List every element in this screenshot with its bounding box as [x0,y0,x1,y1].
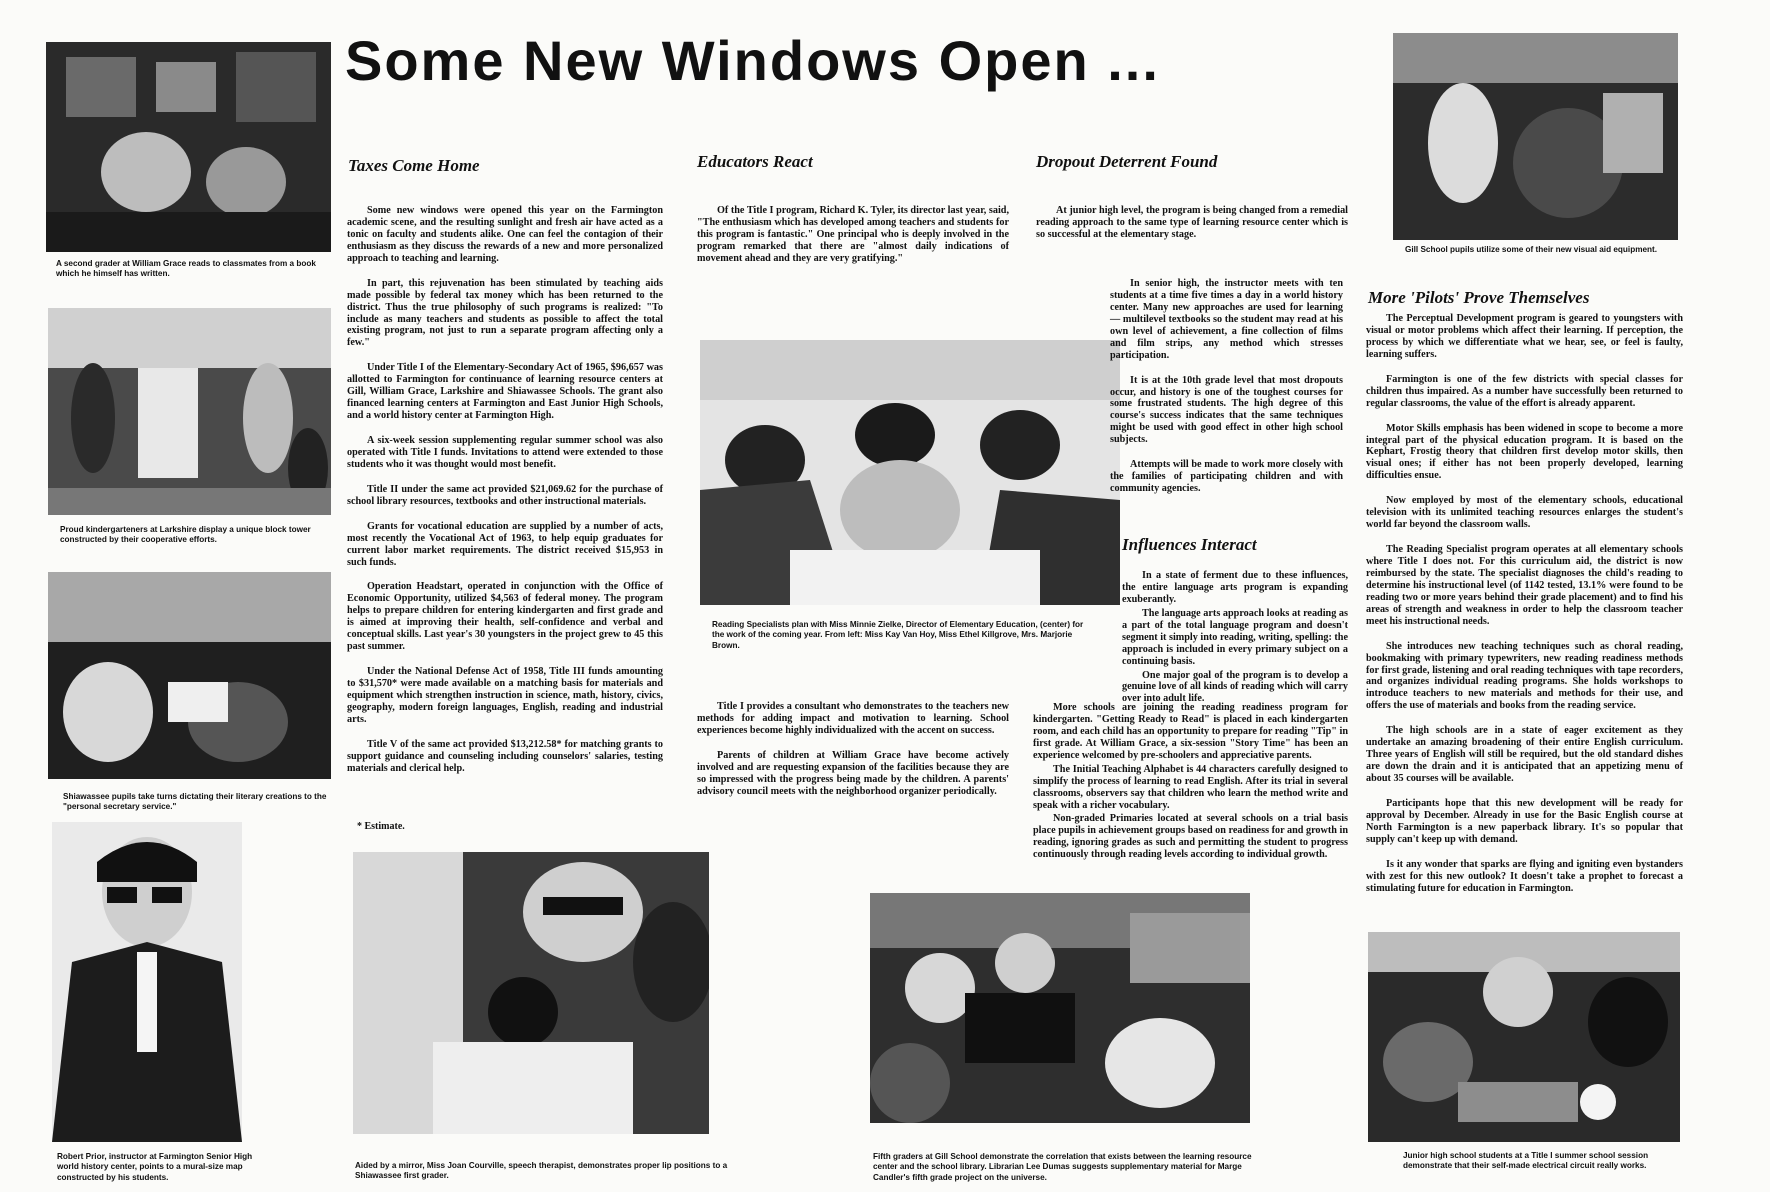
paragraph: Farmington is one of the few districts with special classes for children thus impaired. As a number have successfully been returned to regular classrooms, the value of the effort is already apparent. [1366,373,1683,409]
paragraph: In a state of ferment due to these influences, the entire language arts program is expanding exuberantly. [1122,570,1348,605]
paragraph: More schools are joining the reading readiness program for kindergarten. "Getting Ready to Read" is placed in each kindergarten room, and each child has an opportunity to prepare for reading "Tip" in first grade. At William Grace, a six-session "Story Time" has been an experience welcomed by pre-schoolers and appreciative parents. [1033,702,1349,761]
photo-prior [52,822,242,1142]
heading-educators: Educators React [697,152,813,171]
paragraph: The high schools are in a state of eager excitement as they undertake an amazing broadening of their entire English curriculum. Three years of English will still be required, but the old standard dishes are down the drain and it is anticipated that an appetizing menu of about 35 courses will be available. [1366,725,1683,784]
paragraph: Title V of the same act provided $13,212.58* for matching grants to support guidance and counseling including counselors' salaries, testing materials and clerical help. [347,738,663,774]
caption-larkshire: Proud kindergarteners at Larkshire display a unique block tower constructed by their cooperative efforts. [60,525,311,545]
column-dropout-right [1110,278,1343,508]
paragraph: At junior high level, the program is being changed from a remedial reading approach to the same type of learning resource center which is so successful at the elementary stage. [1036,205,1348,240]
caption-summer-circuit: Junior high school students at a Title I summer school session demonstrate that their self-made electrical circuit really works. [1403,1151,1649,1171]
photo-shiawassee [48,572,331,779]
column-educators [697,205,1009,278]
photo-gill-library [870,893,1250,1123]
paragraph: Under the National Defense Act of 1958, Title III funds amounting to $31,570* were made available on a matching basis for materials and equipment which strengthen instruction in science, math, history, civics, geography, modern foreign languages, English, reading and industrial arts. [347,666,663,725]
paragraph: Now employed by most of the elementary schools, educational television with its unlimited teaching resources enlarges the student's world far beyond the classroom walls. [1366,495,1683,531]
paragraph: Under Title I of the Elementary-Secondary Act of 1965, $96,657 was allotted to Farmington for continuance of learning resource centers at Gill, William Grace, Larkshire and Shiawassee Schools. The grant also financed learning centers at Farmington and East Junior High Schools, and a world history center at Farmington High. [347,362,663,422]
caption-gill-library: Fifth graders at Gill School demonstrate the correlation that exists between the learning resource center and the school library. Librarian Lee Dumas suggests supplementary material for Marge Candler's fifth grade project on the universe. [873,1152,1252,1182]
paragraph: Grants for vocational education are supplied by a number of acts, most recently the Vocational Act of 1963, to help equip graduates for current labor market requirements. The district received $15,953 in such funds. [347,520,663,568]
paragraph: She introduces new teaching techniques such as choral reading, bookmaking with primary typewriters, new reading readiness methods for first grade, listening and oral reading techniques with tape recorders, and organizes individual reading programs. She holds workshops to introduce teachers to new materials and methods for their use, and offers the use of materials and books from the reading service. [1366,640,1683,712]
caption-grace-reader: A second grader at William Grace reads to classmates from a book which he himself has written. [56,259,316,279]
caption-prior: Robert Prior, instructor at Farmington Senior High world history center, points to a mural-size map constructed by his students. [57,1152,253,1182]
paragraph: The Perceptual Development program is geared to youngsters with visual or motor problems which affect their learning. If perception, the process by which we differentiate what we hear, see, or feel is faulty, learning suffers. [1366,313,1683,360]
photo-gill-visual [1393,33,1678,240]
photo-mirror [353,852,709,1134]
caption-gill-visual: Gill School pupils utilize some of their new visual aid equipment. [1405,245,1658,254]
paragraph: Is it any wonder that sparks are flying and igniting even bystanders with zest for this new outlook? It doesn't take a prophet to forecast a stimulating future for education in Farmington. [1366,858,1683,894]
paragraph: It is at the 10th grade level that most dropouts occur, and history is one of the toughest courses for some frustrated students. The high degree of this course's success indicates that the same techniques might be used with good effect in other high school subjects. [1110,374,1343,446]
paragraph: Title I provides a consultant who demonstrates to the teachers new methods for adding impact and motivation to learning. School experiences become highly individualized with the accent on success. [697,701,1009,736]
paragraph: Title II under the same act provided $21,069.62 for the purchase of school library resources, textbooks and other instructional materials. [347,483,663,507]
page-title: Some New Windows Open ... [345,29,1160,92]
paragraph: Attempts will be made to work more closely with the families of participating children and with community agencies. [1110,459,1343,495]
paragraph: The language arts approach looks at reading as a part of the total language program and doesn't segment it simply into reading, writing, spelling: the approach is included in every primary subject on a continuing basis. [1122,607,1348,667]
paragraph: Non-graded Primaries located at several schools on a trial basis place pupils in achievement groups based on readiness for and growth in reading, ignoring grades as such and permitting the student to progress continuously through reading levels according to individual growth. [1033,813,1348,861]
heading-taxes: Taxes Come Home [348,156,480,175]
heading-pilots: More 'Pilots' Prove Themselves [1368,288,1590,307]
paragraph: A six-week session supplementing regular summer school was also operated with Title I funds. Invitations to attend were extended to those students who it was thought would most benefit. [347,435,663,470]
paragraph: Motor Skills emphasis has been widened in scope to become a more integral part of the physical education program. It is based on the Kephart, Frostig theory that children first develop motor skills, then visual ones; if either has not been properly developed, learning difficulties ensue. [1366,422,1683,482]
column-influences-full [1033,702,1348,861]
column-dropout [1036,205,1348,254]
column-influences-right [1122,570,1348,705]
paragraph: Some new windows were opened this year on the Farmington academic scene, and the resulting sunlight and fresh air have acted as a tonic on faculty and students alike. One can feel the contagion of their enthusiasm as they discuss the rewards of a new and more personalized approach to teaching and learning. [347,205,663,264]
column-taxes [347,205,663,788]
caption-mirror: Aided by a mirror, Miss Joan Courville, speech therapist, demonstrates proper lip positions to a Shiawassee first grader. [355,1161,728,1181]
heading-dropout: Dropout Deterrent Found [1036,152,1218,171]
paragraph: The Initial Teaching Alphabet is 44 characters carefully designed to simplify the process of learning to read English. After its trial in several classrooms, observers say that children who learn the method write and speak with a richer vocabulary. [1033,763,1348,811]
photo-larkshire [48,308,331,515]
column-pilots [1366,313,1683,908]
photo-grace-reader [46,42,331,252]
caption-shiawassee: Shiawassee pupils take turns dictating their literary creations to the "personal secretary service." [63,792,327,812]
paragraph: The Reading Specialist program operates at all elementary schools where Title I does not. For this curriculum aid, the district is now reimbursed by the state. The specialist diagnoses the child's reading to determine his instructional level (of 1142 tested, 13.1% were found to be reading two or more years behind their grade placement) and to find his areas of strength and weakness in order to help the classroom teacher meet his instructional needs. [1366,544,1683,627]
paragraph: Parents of children at William Grace have become actively involved and are requesting expansion of the facilities because they are so impressed with the progress being made by the children. A parents' advisory council meets with the neighborhood organizer periodically. [697,749,1009,797]
paragraph: In part, this rejuvenation has been stimulated by teaching aids made possible by federal tax money which has been returned to the district. Thus the true philosophy of such programs is realized: "To include as many teachers and students as possible to affect the total existing program, not just to run a separate program affecting only a few." [347,277,663,349]
footnote-estimate: * Estimate. [357,821,405,832]
paragraph: Operation Headstart, operated in conjunction with the Office of Economic Opportunity, utilized $4,563 of federal money. The program helps to prepare children for entering kindergarten and first grade and is aimed at improving their health, self-confidence and verbal and conceptual skills. Last year's 30 youngsters in the project grew to 45 this past summer. [347,581,663,653]
photo-reading-specialists [700,340,1120,605]
column-educators-lower [697,701,1009,811]
paragraph: One major goal of the program is to develop a genuine love of all kinds of reading which will carry over into adult life. [1122,669,1348,705]
paragraph: Of the Title I program, Richard K. Tyler, its director last year, said, "The enthusiasm which has developed among teachers and students for this program is fantastic." One principal who is deeply involved in the program remarked that there are "almost daily indications of movement ahead and they are very gratifying." [697,205,1009,264]
photo-summer-circuit [1368,932,1680,1142]
paragraph: Participants hope that this new development will be ready for approval by December. Already in use for the Basic English course at North Farmington is a new paperback library. It's so popular that supply can't keep up with demand. [1366,797,1683,845]
heading-influences: Influences Interact [1122,535,1257,554]
caption-reading-specialists: Reading Specialists plan with Miss Minnie Zielke, Director of Elementary Education, (center) for the work of the coming year. From left: Miss Kay Van Hoy, Miss Ethel Killgrove, Mrs. Marjorie Brown. [712,620,1084,650]
paragraph: In senior high, the instructor meets with ten students at a time five times a day in a world history center. Many new approaches are used for learning — multilevel textbooks so the student may read at his own level of achievement, a fine collection of films and film strips, any method which stresses participation. [1110,278,1343,361]
